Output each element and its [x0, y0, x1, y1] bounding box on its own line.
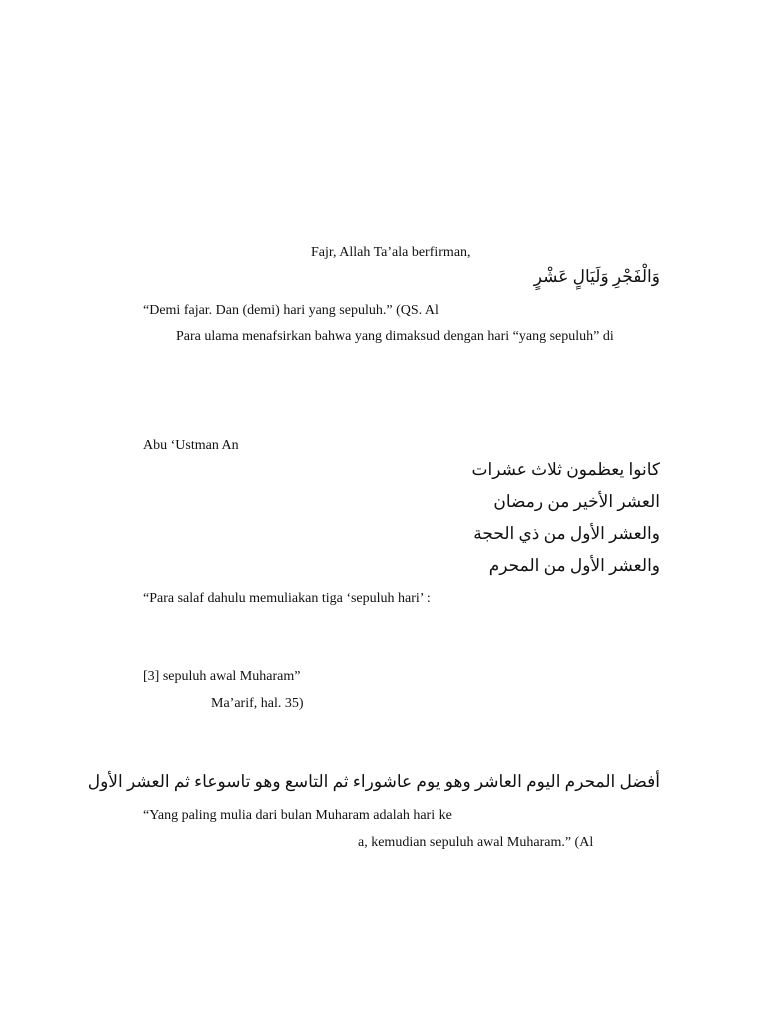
arabic-line: أفضل المحرم اليوم العاشر وهو يوم عاشوراء ثم التاسع وهو تاسوعاء ثم العشر الأول: [87, 772, 660, 791]
text-line: “Para salaf dahulu memuliakan tiga ‘sepuluh hari’ :: [143, 591, 431, 606]
arabic-line: والعشر الأول من ذي الحجة: [473, 524, 660, 543]
text-line: Abu ‘Ustman An: [143, 438, 239, 453]
text-line: Para ulama menafsirkan bahwa yang dimaksud dengan hari “yang sepuluh” di: [176, 329, 614, 344]
text-line: a, kemudian sepuluh awal Muharam.” (Al: [358, 835, 594, 850]
arabic-verse: وَالْفَجْرِ وَلَيَالٍ عَشْرٍ: [533, 267, 660, 286]
text-line: “Yang paling mulia dari bulan Muharam adalah hari ke: [143, 808, 452, 823]
arabic-line: والعشر الأول من المحرم: [488, 556, 660, 575]
text-line: Fajr, Allah Ta’ala berfirman,: [311, 245, 471, 260]
arabic-line: كانوا يعظمون ثلاث عشرات: [471, 460, 660, 479]
arabic-line: العشر الأخير من رمضان: [493, 492, 660, 511]
text-line: [3] sepuluh awal Muharam”: [143, 669, 301, 684]
text-line: “Demi fajar. Dan (demi) hari yang sepuluh.” (QS. Al: [143, 303, 439, 318]
text-line: Ma’arif, hal. 35): [211, 696, 304, 711]
